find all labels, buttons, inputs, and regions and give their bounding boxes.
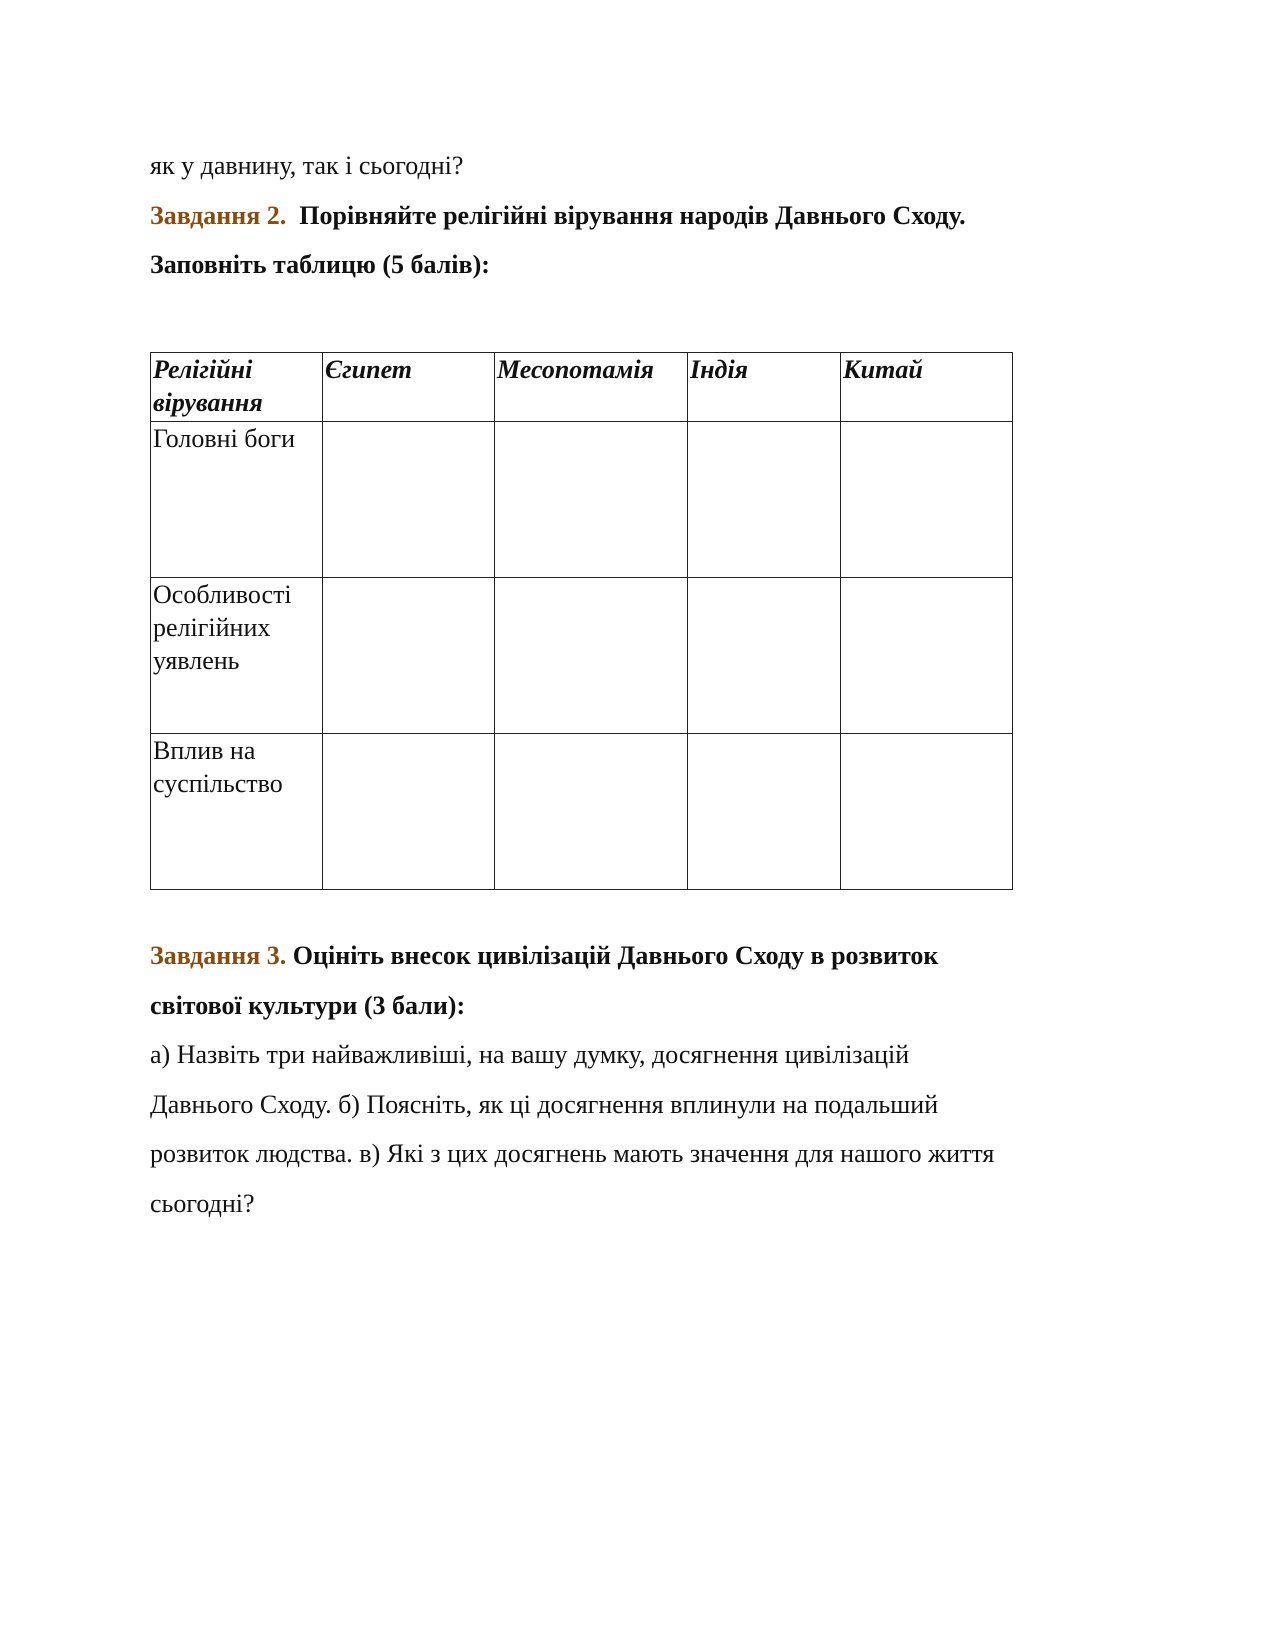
row-label-influence: Вплив на суспільство (151, 734, 323, 890)
task3-title-line1: Оцініть внесок цивілізацій Давнього Сходу в розвиток (292, 941, 939, 970)
top-text-line: як у давнину, так і сьогодні? (150, 151, 464, 180)
empty-cell[interactable] (841, 422, 1013, 578)
empty-cell[interactable] (495, 578, 688, 734)
empty-cell[interactable] (688, 422, 841, 578)
task3-heading (150, 940, 938, 972)
task3-body-line4: сьогодні? (150, 1189, 255, 1218)
empty-cell[interactable] (688, 578, 841, 734)
row-label-main-gods: Головні боги (151, 422, 323, 578)
table-header-row (151, 353, 1013, 422)
task2-label: Завдання 2. (150, 201, 287, 230)
header-cell-mesopotamia: Месопотамія (495, 353, 688, 422)
header-cell-china: Китай (841, 353, 1013, 422)
empty-cell[interactable] (495, 422, 688, 578)
row-label-features: Особливості релігійних уявлень (151, 578, 323, 734)
empty-cell[interactable] (323, 578, 495, 734)
table-row (151, 734, 1013, 890)
empty-cell[interactable] (495, 734, 688, 890)
task3-body-line3: розвиток людства. в) Які з цих досягнень мають значення для нашого життя (150, 1139, 995, 1168)
table-row (151, 578, 1013, 734)
header-cell-egypt: Єгипет (323, 353, 495, 422)
task2-title: Порівняйте релігійні вірування народів Давнього Сходу. (299, 201, 966, 230)
header-cell-india: Індія (688, 353, 841, 422)
empty-cell[interactable] (841, 734, 1013, 890)
task2-heading (150, 200, 966, 232)
table-row (151, 422, 1013, 578)
task3-label: Завдання 3. (150, 941, 287, 970)
empty-cell[interactable] (688, 734, 841, 890)
task3-title-line2: світової культури (3 бали): (150, 991, 466, 1020)
task3-body-line2: Давнього Сходу. б) Поясніть, як ці досягнення вплинули на подальший (150, 1090, 939, 1119)
empty-cell[interactable] (323, 422, 495, 578)
religion-comparison-table (150, 352, 1013, 890)
task2-instruction: Заповніть таблицю (5 балів): (150, 250, 490, 279)
header-cell-beliefs: Релігійні вірування (151, 353, 323, 422)
task3-body-line1: а) Назвіть три найважливіші, на вашу думку, досягнення цивілізацій (150, 1040, 910, 1069)
empty-cell[interactable] (841, 578, 1013, 734)
empty-cell[interactable] (323, 734, 495, 890)
